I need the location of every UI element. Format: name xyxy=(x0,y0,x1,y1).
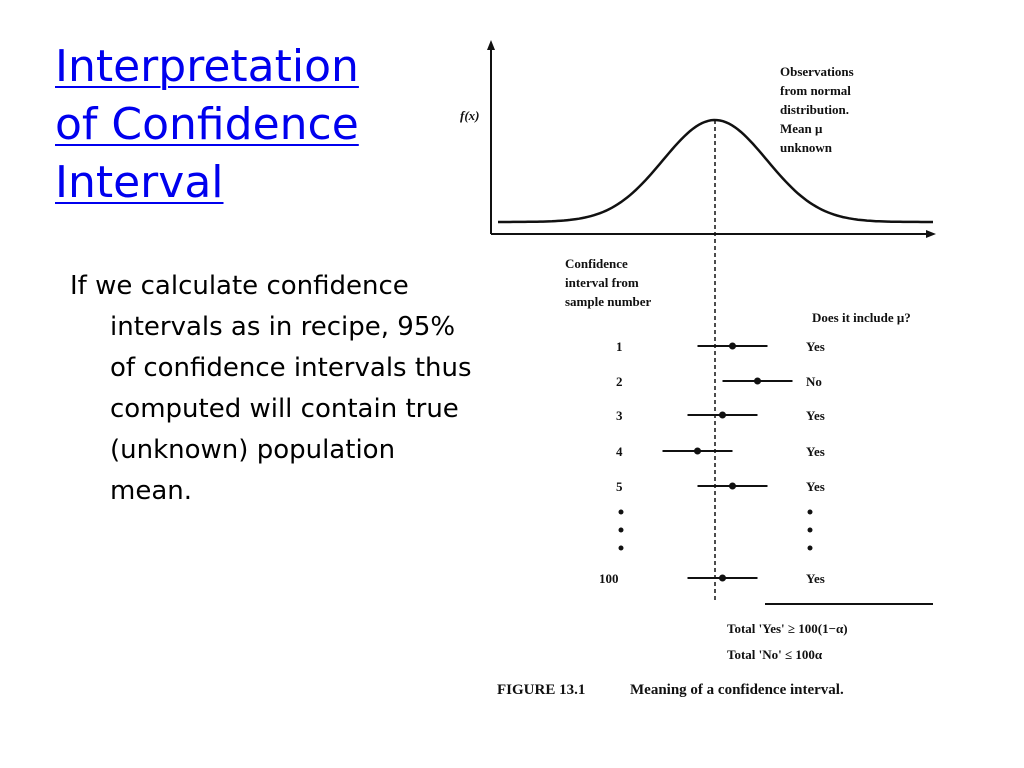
sample-mean-point xyxy=(694,448,701,455)
sample-mean-point xyxy=(719,575,726,582)
ci-header xyxy=(565,256,652,309)
include-answer: Yes xyxy=(806,571,825,586)
slide-title xyxy=(55,38,435,212)
include-answer: Yes xyxy=(806,408,825,423)
include-answer: Yes xyxy=(806,479,825,494)
title-line: of Confidence xyxy=(55,99,359,150)
ellipsis-dot xyxy=(808,510,813,515)
include-answer: Yes xyxy=(806,339,825,354)
x-axis-arrow xyxy=(926,230,936,238)
include-mu-question: Does it include μ? xyxy=(812,310,911,325)
confidence-interval-figure xyxy=(440,30,1024,750)
ci-header-line: sample number xyxy=(565,294,652,309)
sample-mean-point xyxy=(729,343,736,350)
ellipsis-dot xyxy=(808,528,813,533)
interval-rows xyxy=(599,339,825,586)
observations-note-line: unknown xyxy=(780,140,833,155)
sample-number: 2 xyxy=(616,374,623,389)
ci-header-line: Confidence xyxy=(565,256,628,271)
observations-note-line: from normal xyxy=(780,83,851,98)
sample-number: 3 xyxy=(616,408,623,423)
sample-mean-point xyxy=(719,412,726,419)
sample-number: 4 xyxy=(616,444,623,459)
ellipsis-dot xyxy=(619,528,624,533)
ellipsis-dot xyxy=(808,546,813,551)
title-line: Interval xyxy=(55,157,224,208)
sample-mean-point xyxy=(754,378,761,385)
y-axis-arrow xyxy=(487,40,495,50)
observations-note-line: Observations xyxy=(780,64,854,79)
ellipsis-dot xyxy=(619,510,624,515)
include-answer: Yes xyxy=(806,444,825,459)
fx-axis-label: f(x) xyxy=(460,108,480,123)
observations-note-line: distribution. xyxy=(780,102,849,117)
sample-number: 5 xyxy=(616,479,623,494)
total-yes: Total 'Yes' ≥ 100(1−α) xyxy=(727,621,848,636)
total-no: Total 'No' ≤ 100α xyxy=(727,647,823,662)
sample-number: 1 xyxy=(616,339,623,354)
ellipsis-dot xyxy=(619,546,624,551)
figure-svg xyxy=(440,30,1024,750)
sample-mean-point xyxy=(729,483,736,490)
figure-caption-text: Meaning of a confidence interval. xyxy=(630,682,844,698)
figure-caption-number: FIGURE 13.1 xyxy=(497,682,586,698)
sample-number: 100 xyxy=(599,571,619,586)
title-line: Interpretation xyxy=(55,41,359,92)
include-answer: No xyxy=(806,374,822,389)
observations-note-line: Mean μ xyxy=(780,121,823,136)
observations-note xyxy=(780,64,857,155)
ci-header-line: interval from xyxy=(565,275,639,290)
slide-body-text: If we calculate confidence intervals as in recipe, 95% of confidence intervals thus computed will contain true (unknown) population mean. xyxy=(70,271,472,506)
